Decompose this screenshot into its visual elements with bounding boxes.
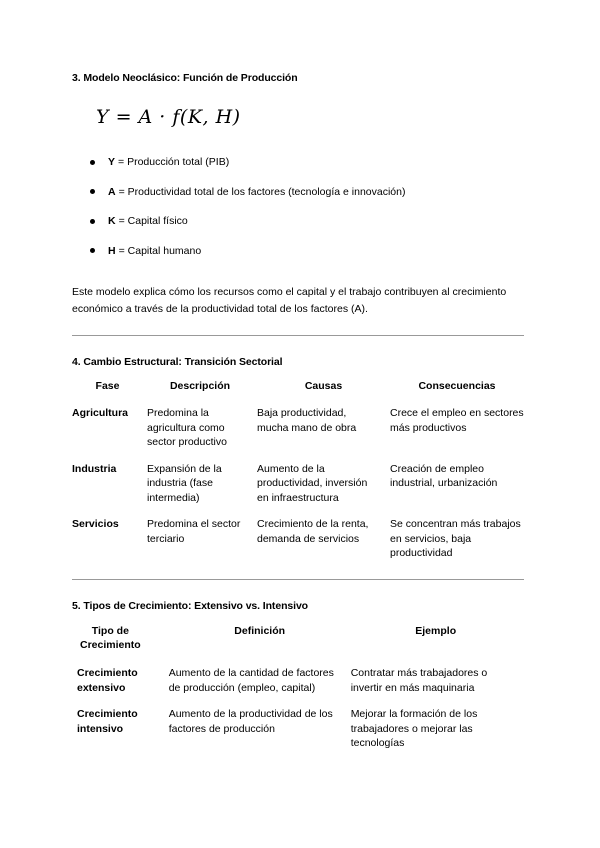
- structural-change-table: [72, 379, 524, 573]
- column-header-fase: Fase: [95, 380, 120, 392]
- variable-definition: = Capital humano: [118, 244, 202, 257]
- bullet-icon: [90, 219, 95, 224]
- table-row: [72, 406, 524, 462]
- consequences-cell: Creación de empleo industrial, urbanización: [390, 462, 498, 489]
- variable-definitions-list: [90, 155, 405, 273]
- production-function-formula: Y = A · f(K, H): [96, 106, 241, 128]
- variable-definition: = Producción total (PIB): [118, 156, 230, 168]
- variable-term: H: [108, 244, 116, 257]
- variable-definition: = Productividad total de los factores (tecnología e innovación): [118, 185, 406, 198]
- growth-type-cell: Crecimiento extensivo: [77, 667, 138, 694]
- column-header-definicion: Definición: [234, 625, 286, 637]
- section3-title: 3. Modelo Neoclásico: Función de Producción: [72, 72, 298, 84]
- variable-definition: = Capital físico: [118, 215, 188, 227]
- example-cell: Mejorar la formación de los trabajadores o mejorar las tecnologías: [350, 708, 478, 749]
- list-item: [90, 244, 405, 274]
- table-row: [72, 517, 524, 573]
- table-row: [72, 707, 521, 763]
- growth-types-table: [72, 624, 521, 763]
- list-item: [90, 214, 405, 244]
- variable-term: A: [108, 185, 116, 198]
- column-header-descripcion: Descripción: [169, 380, 231, 392]
- bullet-icon: [90, 189, 95, 194]
- variable-term: Y: [108, 156, 116, 168]
- phase-cell: Industria: [72, 462, 117, 475]
- column-header-causas: Causas: [304, 380, 343, 392]
- description-cell: Predomina la agricultura como sector productivo: [147, 407, 227, 448]
- table-row: [72, 462, 524, 518]
- causes-cell: Baja productividad, mucha mano de obra: [257, 407, 357, 434]
- section-divider: [72, 335, 524, 336]
- consequences-cell: Crece el empleo en sectores más productivos: [390, 407, 524, 434]
- consequences-cell: Se concentran más trabajos en servicios, baja productividad: [390, 518, 521, 559]
- column-header-consecuencias: Consecuencias: [418, 380, 496, 392]
- phase-cell: Agricultura: [72, 407, 129, 419]
- example-cell: Contratar más trabajadores o invertir en más maquinaria: [350, 667, 488, 694]
- list-item: [90, 155, 405, 185]
- definition-cell: Aumento de la cantidad de factores de producción (empleo, capital): [168, 667, 334, 694]
- bullet-icon: [90, 248, 95, 253]
- causes-cell: Crecimiento de la renta, demanda de servicios: [257, 518, 369, 545]
- model-explanation-paragraph: Este modelo explica cómo los recursos como el capital y el trabajo contribuyen al crecimiento económico a través de la productividad total de los factores (A).: [72, 286, 507, 315]
- column-header-ejemplo: Ejemplo: [415, 625, 457, 637]
- growth-type-cell: Crecimiento intensivo: [77, 708, 138, 735]
- bullet-icon: [90, 160, 95, 165]
- variable-term: K: [108, 215, 116, 227]
- table-row: [72, 666, 521, 707]
- section5-title: 5. Tipos de Crecimiento: Extensivo vs. Intensivo: [72, 600, 308, 612]
- column-header-tipo: Tipo de Crecimiento: [80, 625, 141, 651]
- phase-cell: Servicios: [72, 518, 119, 530]
- section4-title: 4. Cambio Estructural: Transición Sectorial: [72, 356, 283, 368]
- section-divider: [72, 579, 524, 580]
- table-header-row: [72, 379, 524, 406]
- table-header-row: [72, 624, 521, 666]
- list-item: [90, 185, 405, 215]
- causes-cell: Aumento de la productividad, inversión en infraestructura: [257, 462, 368, 504]
- description-cell: Predomina el sector terciario: [147, 518, 241, 545]
- description-cell: Expansión de la industria (fase intermedia): [147, 462, 222, 504]
- definition-cell: Aumento de la productividad de los factores de producción: [168, 708, 333, 735]
